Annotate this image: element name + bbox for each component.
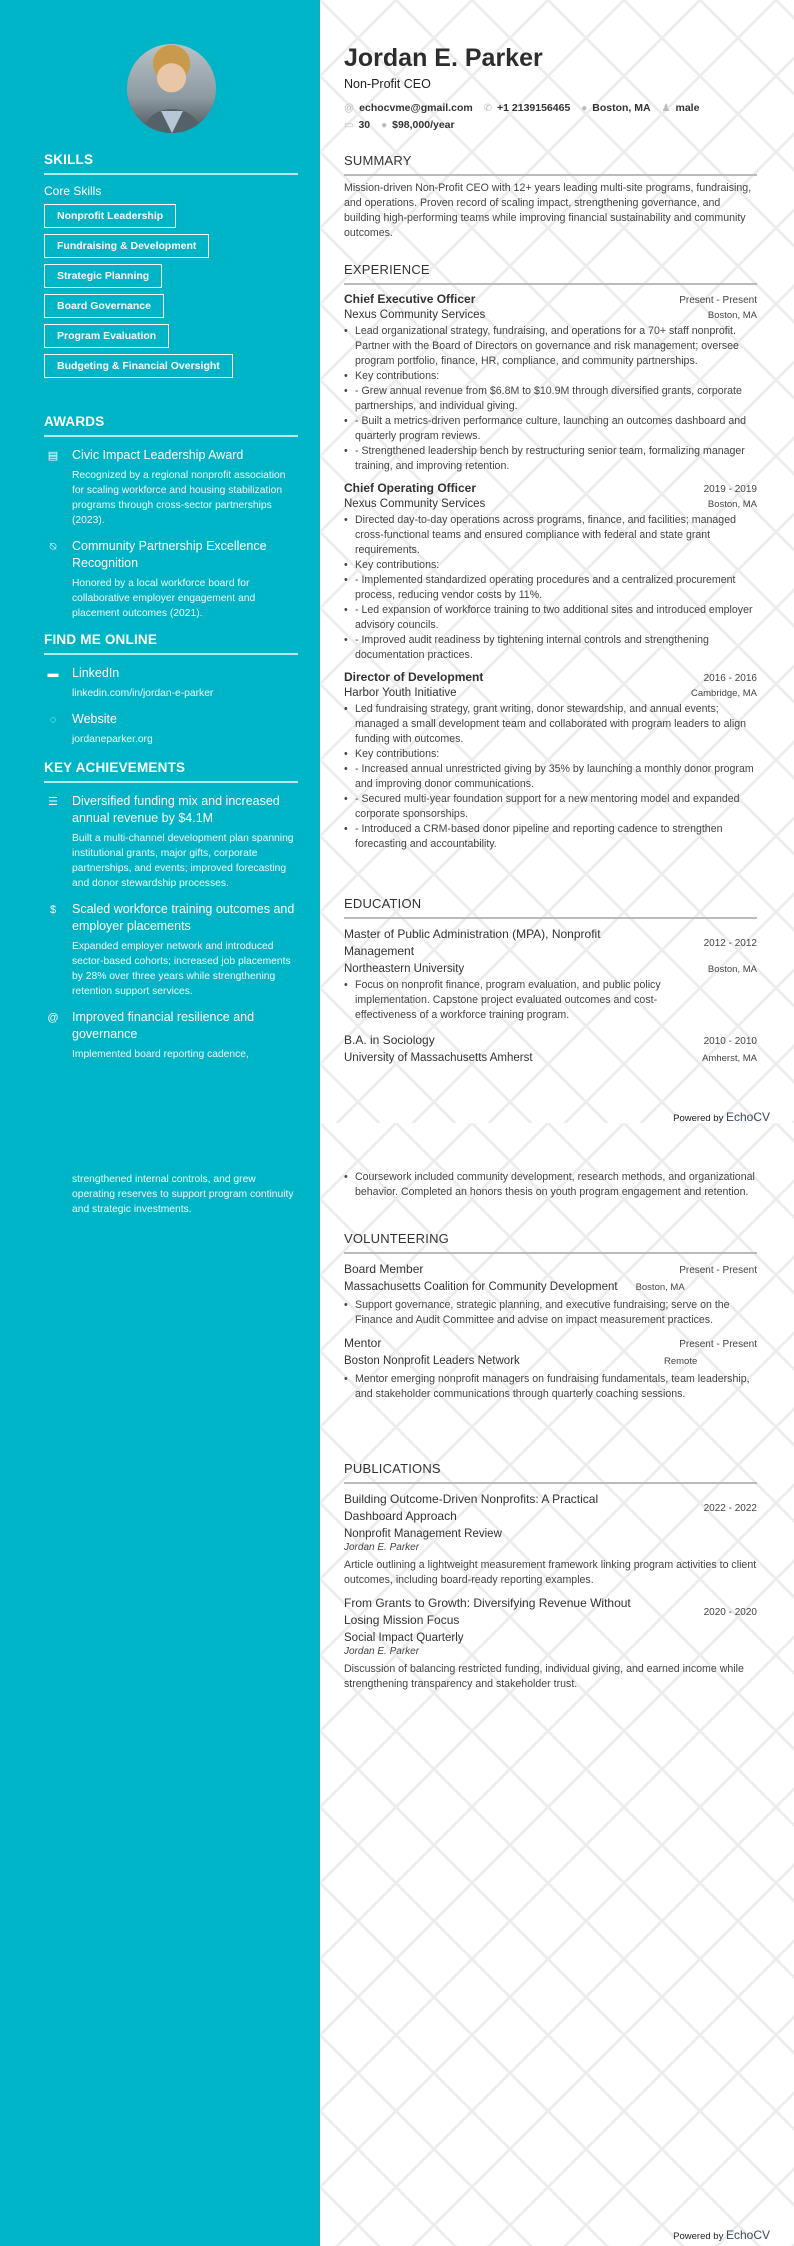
contact-gender: ♟ male [661, 102, 700, 114]
section-title: VOLUNTEERING [344, 1231, 757, 1254]
publication-author: Jordan E. Parker [344, 1542, 420, 1553]
contact-location: ● Boston, MA [581, 102, 651, 114]
contact-email[interactable]: @ echocvme@gmail.com [344, 102, 473, 114]
bell-off-icon: ⍉ [49, 541, 57, 553]
experience-entry [344, 670, 757, 852]
section-title: AWARDS [44, 414, 298, 437]
website-icon: ◌ [49, 714, 57, 726]
achievement-desc: strengthened internal controls, and grew operating reserves to support program continuity and strategic investments. [72, 1174, 294, 1215]
achievement-title: Scaled workforce training outcomes and employer placements [72, 902, 295, 933]
volunteer-bullets: • Support governance, strategic planning, and executive fundraising; serve on the Finance and Audit Committee and advise on impact measurement practices. [344, 1298, 757, 1328]
avatar [127, 44, 216, 133]
volunteer-bullets: • Mentor emerging nonprofit managers on fundraising fundamentals, team leadership, and stakeholder communications through quarterly coaching sessions. [344, 1372, 757, 1402]
publication-title: Building Outcome-Driven Nonprofits: A Practical Dashboard Approach [344, 1492, 599, 1523]
job-date: 2016 - 2016 [703, 673, 757, 684]
edu-location: Amherst, MA [702, 1053, 757, 1064]
degree-title: B.A. in Sociology [344, 1033, 435, 1047]
job-bullets: • Lead organizational strategy, fundraising, and operations for a 70+ staff nonprofit. Partner with the Board of Directors on governance and risk management; oversee program portfolio, finance, HR, compliance, and community partnerships. • Key contributions: • - Grew annual revenue from $6.8M to $10.9M through diversified grants, corporate partnerships, and individual giving. • - Built a metrics-driven performance culture, launching an outcomes dashboard and quarterly program reviews. • - Strengthened leadership bench by restructuring senior team, formalizing manager training, and improving retention. [344, 324, 757, 474]
degree-title: Master of Public Administration (MPA), Nonprofit Management [344, 927, 601, 958]
education-section [344, 896, 757, 1064]
summary-text: Mission-driven Non-Profit CEO with 12+ years leading multi-site programs, fundraising, and operations. Proven record of scaling impact, strengthening governance, and building high-performing teams while improving financial sustainability and community outcomes. [344, 182, 752, 239]
volunteer-entry [344, 1261, 757, 1328]
skill-chip: Nonprofit Leadership [44, 204, 176, 228]
skill-chip: Budgeting & Financial Oversight [44, 354, 233, 378]
person-icon: ♟ [661, 103, 671, 114]
volunteer-date: Present - Present [679, 1265, 757, 1276]
contact-age: ▭ 30 [344, 119, 371, 131]
volunteer-date: Present - Present [679, 1339, 757, 1350]
achievement-item-continued [44, 1172, 298, 1217]
experience-entry [344, 481, 757, 663]
skills-section [44, 152, 298, 378]
section-title: EDUCATION [344, 896, 757, 919]
section-title: PUBLICATIONS [344, 1461, 757, 1484]
sidebar [0, 1123, 320, 2246]
location-icon: ● [581, 103, 588, 114]
document-dollar-icon: $ [49, 904, 57, 916]
online-section [44, 632, 298, 747]
job-org: Nexus Community Services [344, 498, 486, 510]
volunteer-location: Remote [664, 1356, 698, 1367]
award-item [44, 447, 298, 528]
skill-chip: Fundraising & Development [44, 234, 209, 258]
powered-by: Powered by EchoCV [673, 1110, 770, 1123]
volunteer-entry [344, 1335, 757, 1402]
contact-salary: ● $98,000/year [381, 119, 455, 131]
candidate-role: Non-Profit CEO [344, 77, 431, 91]
edu-date: 2012 - 2012 [703, 937, 757, 949]
phone-icon: ✆ [483, 103, 492, 114]
calendar-icon: ▭ [344, 120, 354, 131]
at-icon: @ [47, 1012, 59, 1024]
award-item [44, 538, 298, 621]
volunteer-org: Boston Nonprofit Leaders Network [344, 1355, 520, 1367]
achievement-item [44, 1009, 298, 1062]
volunteer-role: Mentor [344, 1336, 382, 1350]
skills-subtitle: Core Skills [44, 184, 102, 198]
award-desc: Recognized by a regional nonprofit association for scaling workforce and housing stabilization programs through cross-sector partnerships (2023). [72, 470, 286, 526]
salary-icon: ● [381, 120, 388, 131]
publication-date: 2022 - 2022 [703, 1502, 757, 1514]
job-location: Boston, MA [707, 310, 757, 321]
main-content [320, 0, 794, 1123]
contact-phone[interactable]: ✆ +1 2139156465 [483, 102, 571, 114]
brand-link[interactable]: EchoCV [725, 2228, 770, 2242]
achievement-desc: Built a multi-channel development plan spanning institutional grants, major gifts, corporate partnerships, and events; improved forecasting and donor stewardship processes. [72, 833, 294, 889]
achievements-continued [44, 1168, 298, 1217]
achievement-item [44, 901, 298, 999]
experience-entry [344, 292, 757, 474]
online-item-linkedin[interactable] [44, 665, 298, 701]
education-entry [344, 1032, 757, 1064]
section-title: FIND ME ONLINE [44, 632, 298, 655]
link-url[interactable]: jordaneparker.org [72, 734, 153, 745]
publication-title: From Grants to Growth: Diversifying Revenue Without Losing Mission Focus [344, 1596, 631, 1627]
edu-bullets: • Coursework included community development, research methods, and organizational behavior. Completed an honors thesis on youth program engagement and retention. [344, 1170, 757, 1200]
link-title: LinkedIn [72, 666, 120, 680]
linkedin-icon: ▬ [47, 668, 59, 680]
job-location: Cambridge, MA [691, 688, 757, 699]
job-bullets: • Directed day-to-day operations across programs, finance, and facilities; managed cross-functional teams and ensured compliance with federal and state grant requirements. • Key contributions: • - Implemented standardized operating procedures and a centralized procurement process, reducing vendor costs by 11%. • - Led expansion of workforce training to two additional sites and introduced employer advisory councils. • - Improved audit readiness by tightening internal controls and strengthening documentation practices. [344, 513, 757, 663]
publication-desc: Discussion of balancing restricted funding, individual giving, and earned income while strengthening transparency and stakeholder trust. [344, 1663, 744, 1690]
achievement-desc: Expanded employer network and introduced sector-based cohorts; increased job placements by 28% over three years while strengthening retention support services. [72, 941, 291, 997]
achievement-title: Diversified funding mix and increased annual revenue by $4.1M [72, 794, 280, 825]
achievement-item [44, 793, 298, 891]
job-title: Chief Operating Officer [344, 481, 477, 495]
school: University of Massachusetts Amherst [344, 1052, 533, 1064]
publication-desc: Article outlining a lightweight measurement framework linking program activities to client outcomes, including board-ready reporting examples. [344, 1559, 757, 1586]
job-title: Chief Executive Officer [344, 292, 476, 306]
brand-link[interactable]: EchoCV [725, 1110, 770, 1123]
edu-bullets: • Focus on nonprofit finance, program evaluation, and public policy implementation. Capstone project evaluated outcomes and cost-effectiveness of a workforce training program. [344, 978, 704, 1023]
link-title: Website [72, 712, 117, 726]
online-item-website[interactable] [44, 711, 298, 747]
award-title: Civic Impact Leadership Award [72, 448, 244, 462]
link-url[interactable]: linkedin.com/in/jordan-e-parker [72, 688, 214, 699]
publisher: Social Impact Quarterly [344, 1632, 464, 1644]
section-title: EXPERIENCE [344, 262, 757, 285]
job-date: Present - Present [679, 295, 757, 306]
volunteer-role: Board Member [344, 1262, 424, 1276]
achievement-title: Improved financial resilience and governance [72, 1010, 255, 1041]
volunteer-org: Massachusetts Coalition for Community Development [344, 1281, 618, 1293]
resume-page-2 [0, 1123, 794, 2246]
list-icon: ☰ [48, 796, 58, 808]
job-org: Harbor Youth Initiative [344, 687, 457, 699]
skill-chip: Program Evaluation [44, 324, 169, 348]
job-bullets: • Led fundraising strategy, grant writing, donor stewardship, and annual events; managed a small development team and collaborated with program leaders to align funding with outcomes. • Key contributions: • - Increased annual unrestricted giving by 35% by launching a monthly donor program and improving donor communications. • - Secured multi-year foundation support for a new mentoring model and expanded corporate sponsorships. • - Introduced a CRM-based donor pipeline and reporting cadence to strengthen forecasting and accountability. [344, 702, 757, 852]
education-entry [344, 926, 757, 1023]
main-content [320, 1123, 794, 2246]
sidebar [0, 0, 320, 1123]
publication-author: Jordan E. Parker [344, 1646, 420, 1657]
job-date: 2019 - 2019 [703, 484, 757, 495]
summary-section [344, 153, 757, 241]
edu-location: Boston, MA [707, 964, 757, 975]
achievement-desc: Implemented board reporting cadence, [72, 1049, 249, 1060]
candidate-name: Jordan E. Parker [344, 44, 543, 72]
awards-section [44, 414, 298, 621]
publication-date: 2020 - 2020 [703, 1606, 757, 1618]
clipboard-icon: ▤ [47, 450, 59, 462]
school: Northeastern University [344, 963, 465, 975]
section-title: SUMMARY [344, 153, 757, 176]
section-title: SKILLS [44, 152, 298, 175]
skill-chip: Board Governance [44, 294, 164, 318]
publisher: Nonprofit Management Review [344, 1528, 502, 1540]
publication-entry [344, 1491, 757, 1588]
education-continued [344, 1167, 757, 1200]
job-location: Boston, MA [707, 499, 757, 510]
job-title: Director of Development [344, 670, 484, 684]
section-title: KEY ACHIEVEMENTS [44, 760, 298, 783]
achievements-section [44, 760, 298, 1062]
experience-section [344, 262, 757, 852]
volunteer-location: Boston, MA [635, 1282, 685, 1293]
award-title: Community Partnership Excellence Recognition [72, 539, 267, 570]
publications-section [344, 1461, 757, 1692]
powered-by: Powered by EchoCV [673, 2228, 770, 2242]
email-icon: @ [344, 103, 355, 114]
job-org: Nexus Community Services [344, 309, 486, 321]
edu-date: 2010 - 2010 [703, 1036, 757, 1047]
skill-chip: Strategic Planning [44, 264, 162, 288]
contact-list [344, 100, 774, 134]
award-desc: Honored by a local workforce board for collaborative employer engagement and placement outcomes (2021). [72, 578, 256, 619]
publication-entry [344, 1595, 757, 1692]
volunteering-section [344, 1231, 757, 1402]
